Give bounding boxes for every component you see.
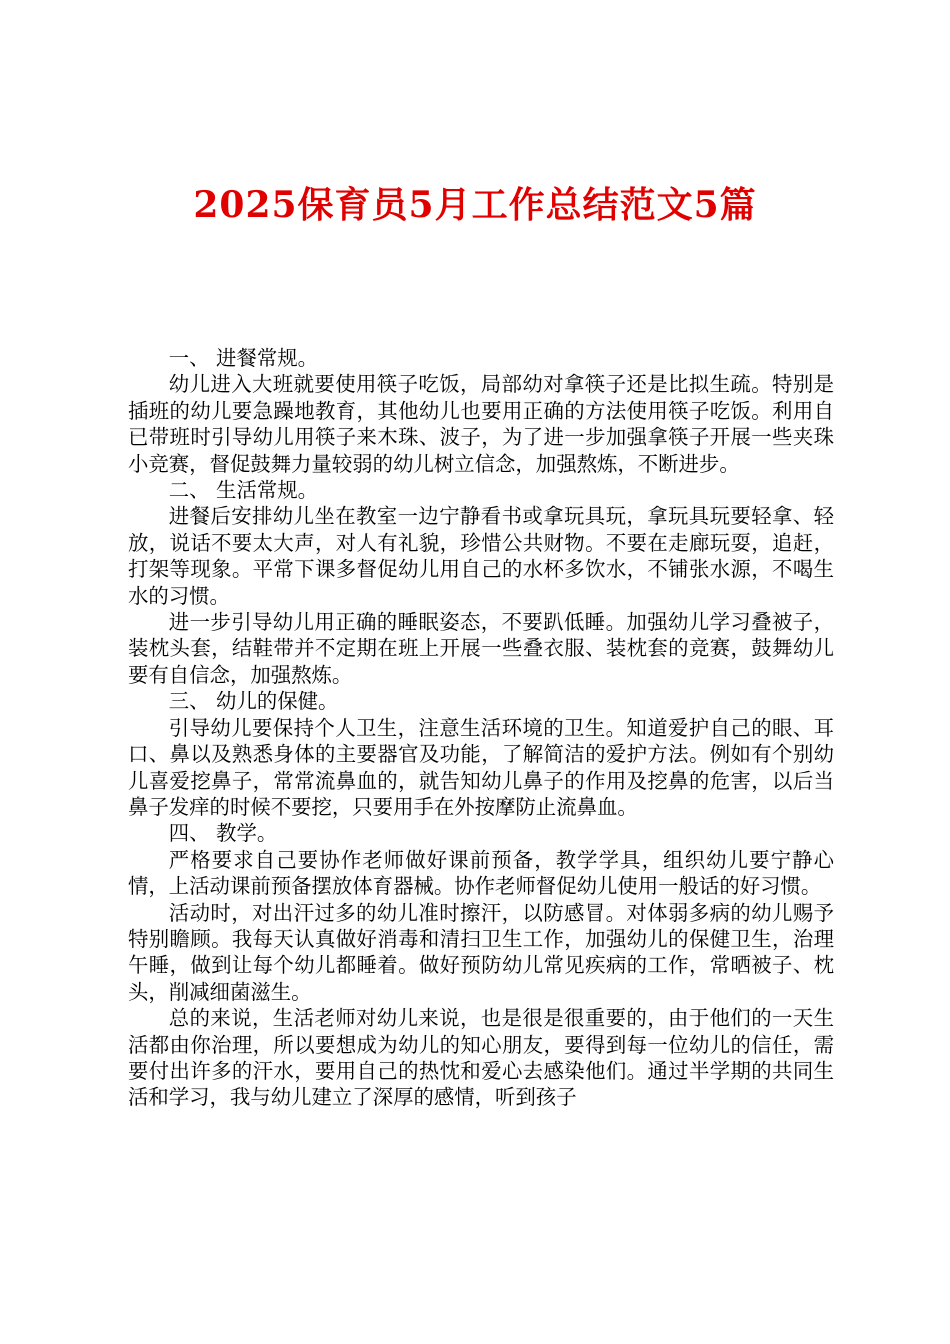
section-heading-teaching: 四、 教学。 [168,821,278,846]
paragraph-activities: 活动时，对出汗过多的幼儿准时擦汗，以防感冒。对体弱多病的幼儿赐予特别瞻顾。我每天认真做好消毒和清扫卫生工作，加强幼儿的保健卫生，治理午睡，做到让每个幼儿都睡着。做好预防幼儿常见疾病的工作，常晒被子、枕头，削减细菌滋生。 [128,900,834,1004]
paragraph-summary: 总的来说，生活老师对幼儿来说，也是很是很重要的，由于他们的一天生活都由你治理，所以要想成为幼儿的知心朋友，要得到每一位幼儿的信任，需要付出许多的汗水，要用自己的热忱和爱心去感染他们。通过半学期的共同生活和学习，我与幼儿建立了深厚的感情，听到孩子 [128,1006,834,1110]
paragraph-sleep: 进一步引导幼儿用正确的睡眠姿态，不要趴低睡。加强幼儿学习叠被子，装枕头套，结鞋带并不定期在班上开展一些叠衣服、装枕套的竞赛，鼓舞幼儿要有自信念，加强熬炼。 [128,610,834,687]
document-title: 2025保育员5月工作总结范文5篇 [193,184,757,226]
section-heading-daily-routine: 二、 生活常规。 [168,478,319,503]
section-heading-meals: 一、 进餐常规。 [168,346,319,370]
section-heading-health-care: 三、 幼儿的保健。 [168,689,339,714]
paragraph-class-prep: 严格要求自己要协作老师做好课前预备，教学学具，组织幼儿要宁静心情，上活动课前预备摆放体育器械。协作老师督促幼儿使用一般话的好习惯。 [128,847,834,899]
paragraph-chopsticks: 幼儿进入大班就要使用筷子吃饭，局部幼对拿筷子还是比拟生疏。特别是插班的幼儿要急躁地教育，其他幼儿也要用正确的方法使用筷子吃饭。利用自已带班时引导幼儿用筷子来木珠、波子，为了进一步加强拿筷子开展一些夹珠小竞赛，督促鼓舞力量较弱的幼儿树立信念，加强熬炼，不断进步。 [128,372,834,476]
paragraph-hygiene: 引导幼儿要保持个人卫生，注意生活环境的卫生。知道爱护自己的眼、耳口、鼻以及熟悉身体的主要器官及功能，了解简洁的爱护方法。例如有个别幼儿喜爱挖鼻子，常常流鼻血的，就告知幼儿鼻子的作用及挖鼻的危害，以后当鼻子发痒的时候不要挖，只要用手在外按摩防止流鼻血。 [128,715,834,819]
document-body [128,345,834,1111]
paragraph-after-meals: 进餐后安排幼儿坐在教室一边宁静看书或拿玩具玩，拿玩具玩要轻拿、轻放，说话不要太大声，对人有礼貌，珍惜公共财物。不要在走廊玩耍，追赶，打架等现象。平常下课多督促幼儿用自己的水杯多饮水，不铺张水源，不喝生水的习惯。 [128,504,834,608]
